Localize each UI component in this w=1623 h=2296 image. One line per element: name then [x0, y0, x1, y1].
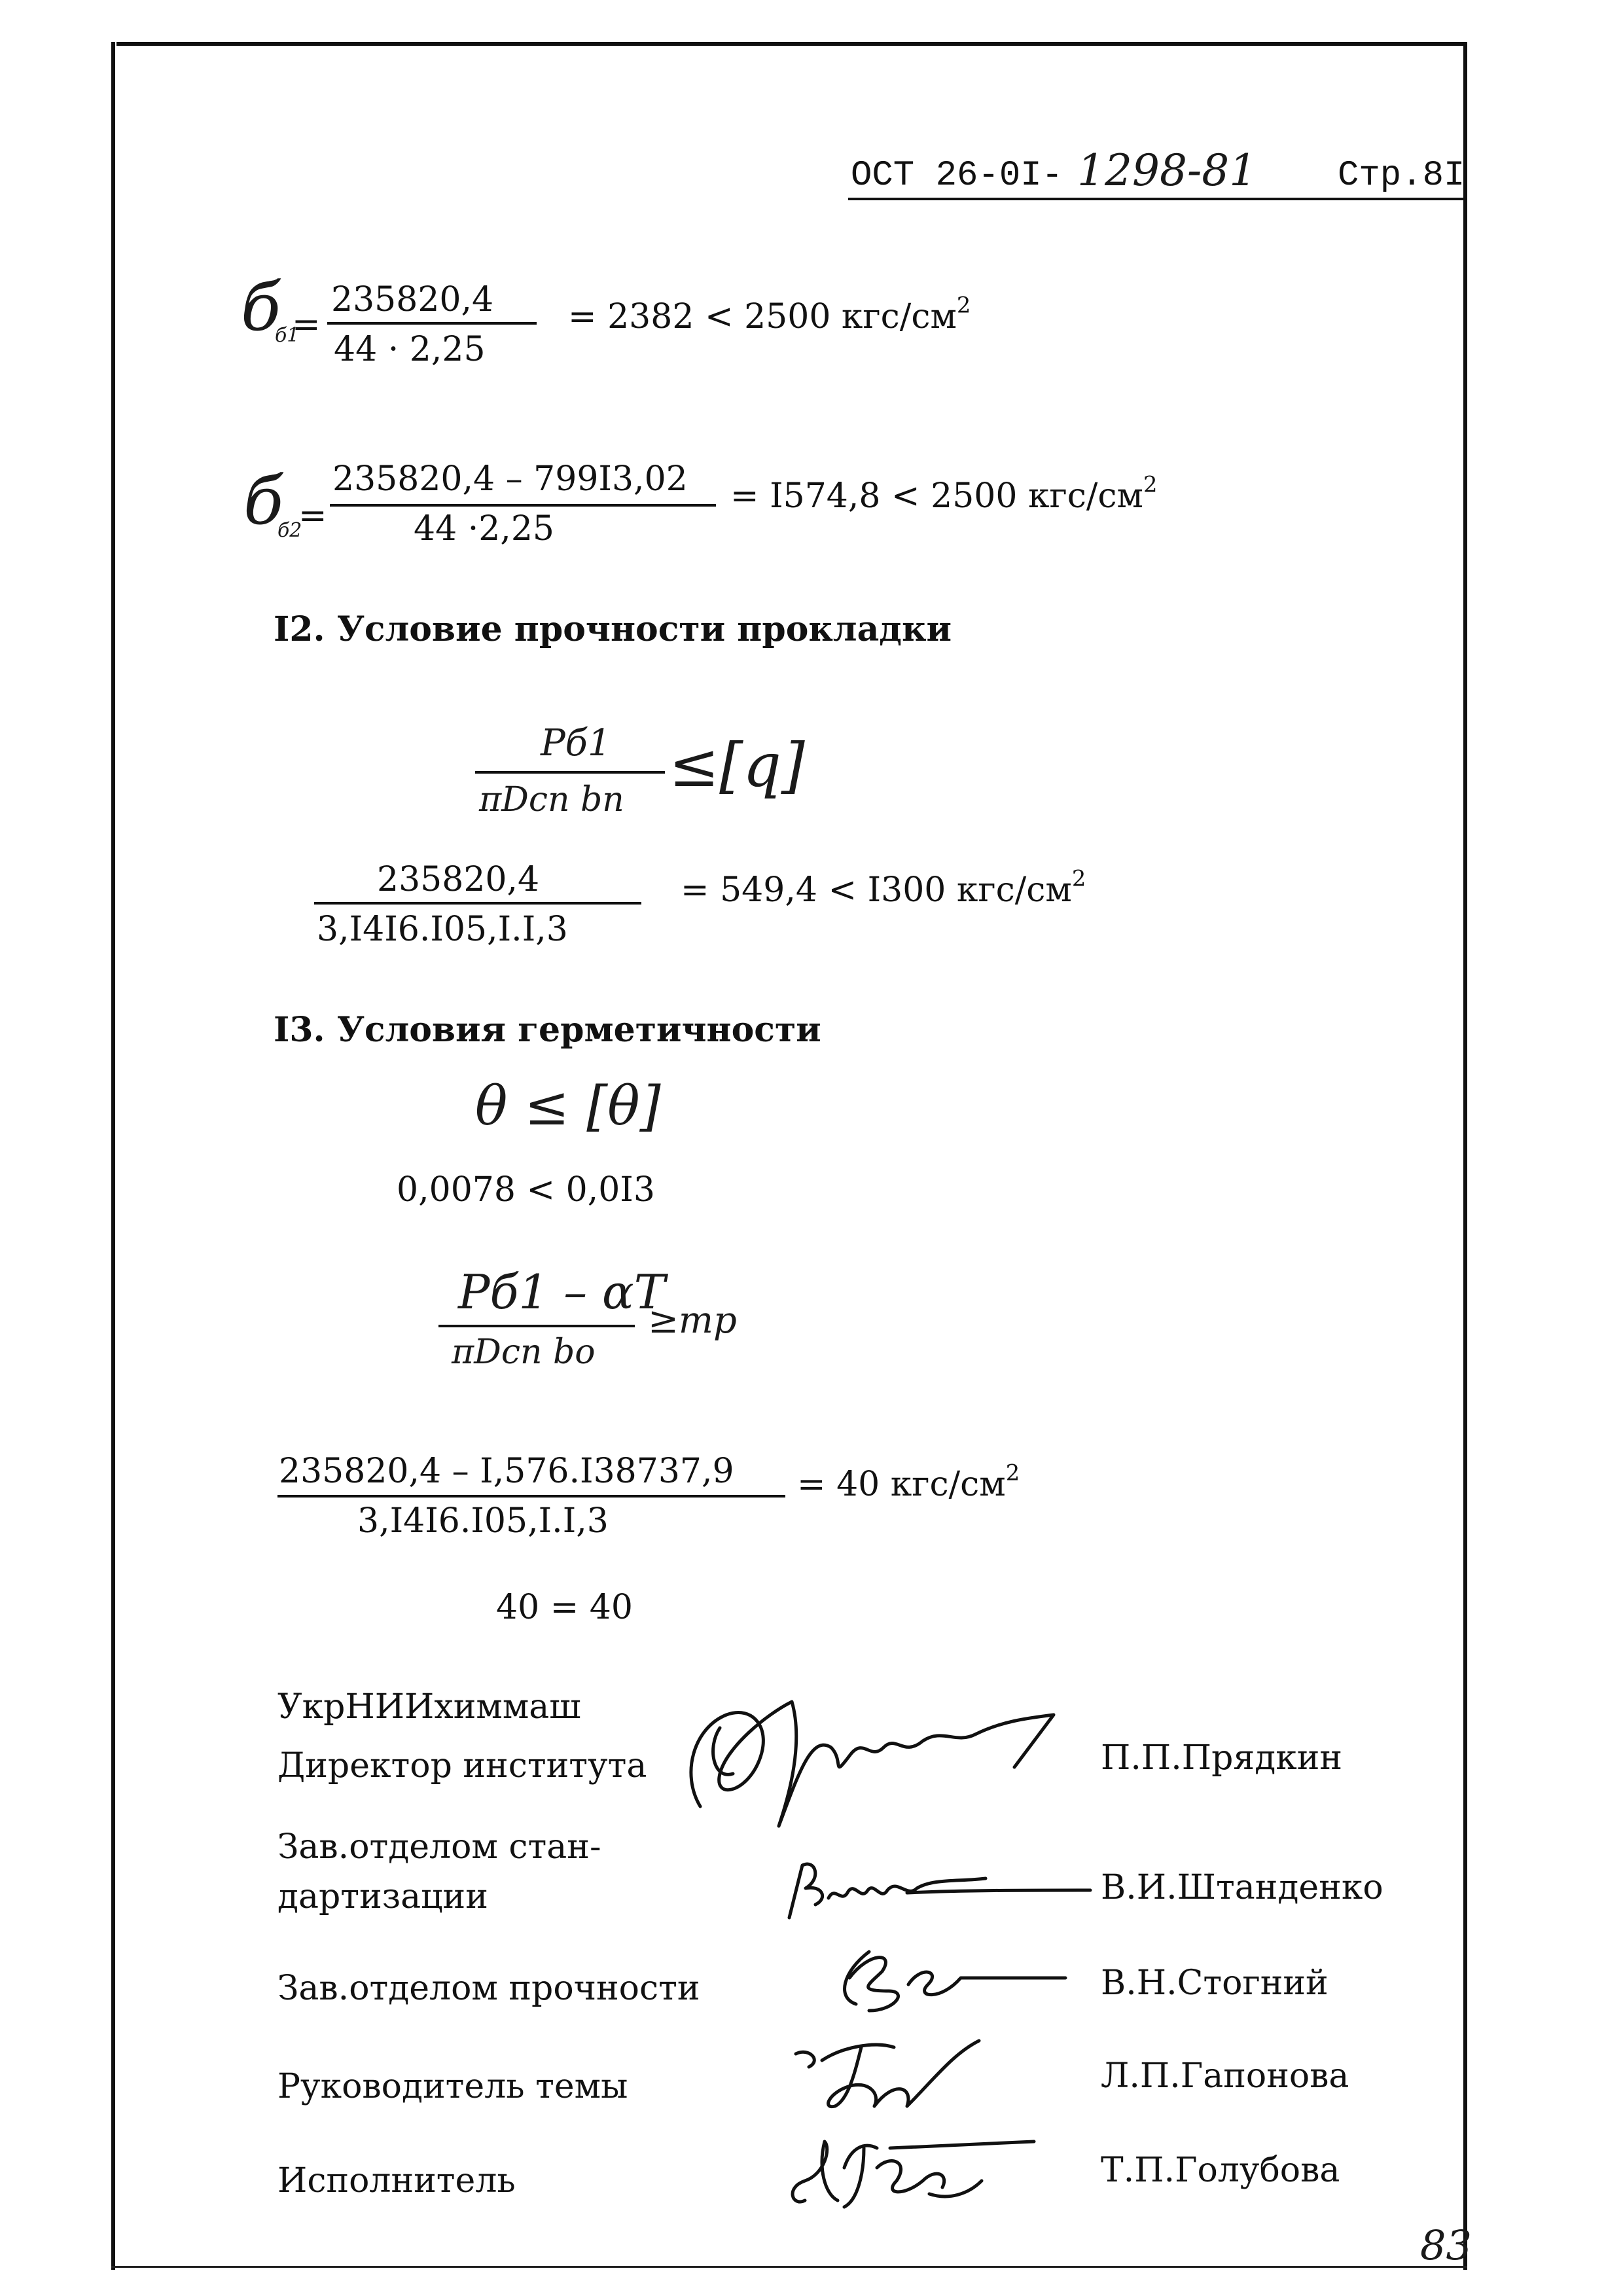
s13-formula-numerator: Pб1 – αT: [458, 1265, 666, 1319]
eq2-numerator: 235820,4 – 799I3,02: [332, 459, 688, 499]
org-name: УкрНИИхиммаш: [277, 1687, 581, 1727]
s12-calc-numerator: 235820,4: [377, 860, 540, 899]
signatory-name-topic-lead: Л.П.Гапонова: [1101, 2056, 1349, 2096]
eq2-fraction-line: [330, 504, 716, 507]
frame-right-line: [1463, 42, 1467, 2270]
signatory-role-executor: Исполнитель: [277, 2161, 516, 2200]
signature-strength: [830, 1939, 1079, 2030]
s12-calc-denominator: 3,I4I6.I05,I.I,3: [317, 910, 568, 949]
standard-prefix: ОСТ 26-0I-: [851, 156, 1063, 196]
eq2-result: = I574,8 < 2500 кгс/$см^2$: [730, 471, 1158, 516]
s13-calc-denominator: 3,I4I6.I05,I.I,3: [357, 1501, 609, 1541]
s13-calc-result: = 40 кгс/$см^2$: [797, 1460, 1020, 1504]
frame-bottom-line: [111, 2266, 1467, 2268]
eq1-result: = 2382 < 2500 кгс/$см^2$: [568, 292, 971, 336]
s13-equality: 40 = 40: [496, 1588, 633, 1627]
signatory-name-standardization: В.И.Штанденко: [1101, 1868, 1383, 1907]
signatory-role-director: Директор института: [277, 1746, 647, 1785]
sheet-number-handwritten: 83: [1420, 2221, 1472, 2269]
s12-formula-numerator: Pб1: [541, 722, 611, 764]
standard-number-handwritten: 1298-81: [1077, 145, 1257, 196]
signatory-name-strength: В.Н.Стогний: [1101, 1964, 1329, 2003]
section-13-heading: I3. Условия герметичности: [274, 1010, 821, 1050]
s12-formula-fraction-line: [475, 771, 665, 774]
eq1-denominator: 44 · 2,25: [334, 330, 486, 369]
signatory-role-standardization-line2: дартизации: [277, 1877, 488, 1916]
signatory-role-standardization-line1: Зав.отделом стан-: [277, 1827, 601, 1867]
s13-formula-relation: ≥mp: [648, 1299, 737, 1342]
eq2-lhs-symbol: б: [243, 463, 284, 539]
signatory-role-topic-lead: Руководитель темы: [277, 2067, 628, 2106]
signature-executor: [779, 2128, 1054, 2220]
page-label: Стр.8I: [1338, 156, 1465, 196]
eq2-equals: =: [298, 496, 327, 535]
signatory-name-director: П.П.Прядкин: [1101, 1738, 1343, 1778]
s13-calc-fraction-line: [277, 1495, 785, 1498]
eq1-lhs-subscript: б1: [275, 324, 300, 347]
section-12-heading: I2. Условие прочности прокладки: [274, 609, 952, 649]
s12-calc-fraction-line: [314, 902, 641, 905]
signatory-name-executor: Т.П.Голубова: [1101, 2151, 1340, 2190]
eq2-denominator: 44 ·2,25: [414, 509, 555, 548]
eq2-lhs-subscript: б2: [277, 519, 302, 542]
eq1-equals: =: [292, 305, 321, 344]
signature-standardization: [776, 1852, 1103, 1931]
s13-calc-numerator: 235820,4 – I,576.I38737,9: [279, 1452, 734, 1491]
s13-theta-values: 0,0078 < 0,0I3: [397, 1170, 655, 1210]
signatory-role-strength: Зав.отделом прочности: [277, 1969, 700, 2008]
frame-left-line: [111, 42, 115, 2270]
s13-formula-denominator: πDcп bо: [452, 1333, 596, 1372]
eq1-lhs-symbol: б: [241, 269, 281, 346]
s12-calc-result: = 549,4 < I300 кгс/$см^2$: [681, 865, 1086, 910]
eq1-fraction-line: [327, 322, 537, 325]
frame-top-line: [116, 42, 1466, 46]
signature-topic-lead: [783, 2034, 1031, 2126]
eq1-numerator: 235820,4: [331, 280, 494, 319]
header-rule: [848, 198, 1465, 200]
signature-director: [674, 1676, 1067, 1846]
s13-formula-fraction-line: [438, 1325, 635, 1327]
s12-formula-denominator: πDcп bп: [479, 780, 624, 819]
s12-formula-relation: ≤[q]: [669, 730, 805, 800]
s13-theta-formula: θ ≤ [θ]: [475, 1075, 661, 1138]
